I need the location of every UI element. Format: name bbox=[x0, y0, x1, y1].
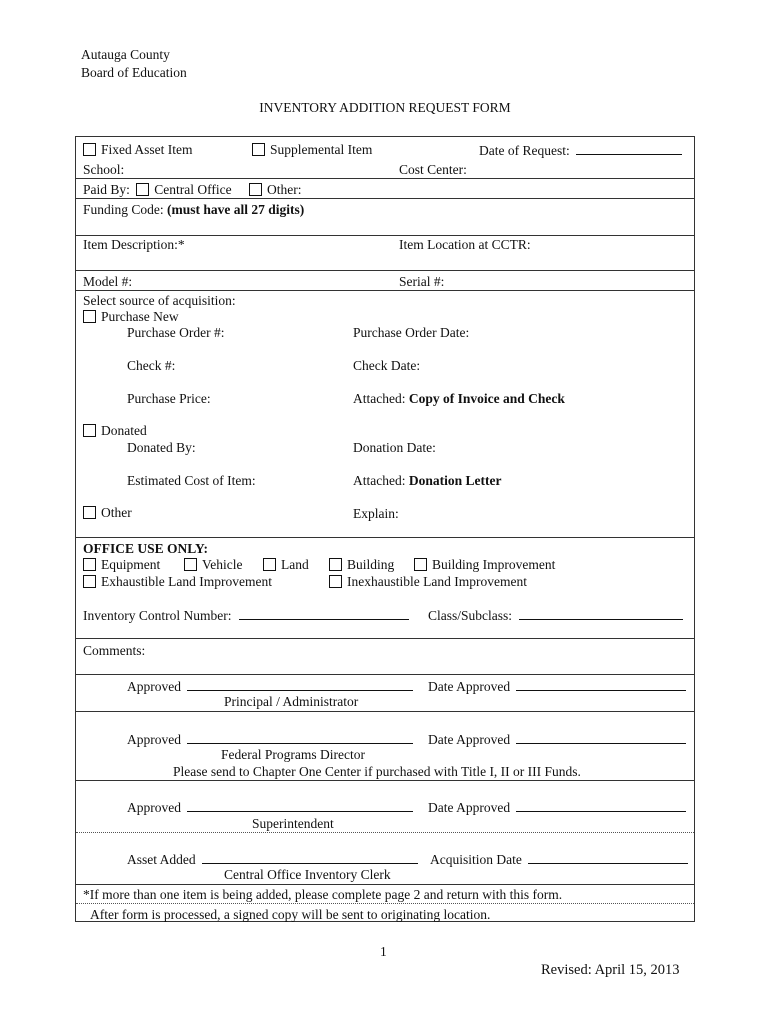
inventory-control-field[interactable]: Inventory Control Number: bbox=[83, 607, 409, 624]
office-use-heading: OFFICE USE ONLY: bbox=[83, 541, 209, 556]
divider bbox=[76, 290, 694, 291]
building-option[interactable]: Building bbox=[329, 557, 394, 573]
building-improvement-checkbox[interactable] bbox=[414, 558, 427, 571]
superintendent-date-field[interactable]: Date Approved bbox=[428, 799, 686, 816]
item-location-field[interactable]: Item Location at CCTR: bbox=[399, 237, 531, 252]
dotted-divider bbox=[76, 903, 694, 904]
donated-option[interactable]: Donated bbox=[83, 423, 147, 439]
donated-by-field[interactable]: Donated By: bbox=[127, 440, 196, 455]
acquisition-date-field[interactable]: Acquisition Date bbox=[430, 851, 688, 868]
class-subclass-blank[interactable] bbox=[519, 607, 683, 620]
divider bbox=[76, 178, 694, 179]
purchase-new-option[interactable]: Purchase New bbox=[83, 309, 179, 325]
estimated-cost-field[interactable]: Estimated Cost of Item: bbox=[127, 473, 256, 488]
attached-donation-note: Attached: Donation Letter bbox=[353, 473, 502, 488]
supplemental-checkbox[interactable] bbox=[252, 143, 265, 156]
superintendent-caption: Superintendent bbox=[252, 816, 334, 831]
other-source-option[interactable]: Other bbox=[83, 505, 132, 521]
model-field[interactable]: Model #: bbox=[83, 274, 133, 289]
principal-caption: Principal / Administrator bbox=[224, 694, 359, 709]
exhaustible-option[interactable]: Exhaustible Land Improvement bbox=[83, 574, 272, 590]
other-payer-checkbox[interactable] bbox=[249, 183, 262, 196]
multiple-items-note: *If more than one item is being added, please complete page 2 and return with this form. bbox=[83, 887, 563, 902]
donation-date-field[interactable]: Donation Date: bbox=[353, 440, 436, 455]
exhaustible-checkbox[interactable] bbox=[83, 575, 96, 588]
revision-date: Revised: April 15, 2013 bbox=[541, 962, 680, 978]
date-of-request-field[interactable]: Date of Request: bbox=[479, 142, 682, 159]
divider bbox=[76, 198, 694, 199]
land-option[interactable]: Land bbox=[263, 557, 309, 573]
principal-date-field[interactable]: Date Approved bbox=[428, 678, 686, 695]
federal-funds-note: Please send to Chapter One Center if purchased with Title I, II or III Funds. bbox=[173, 764, 581, 779]
vehicle-option[interactable]: Vehicle bbox=[184, 557, 242, 573]
supplemental-option[interactable]: Supplemental Item bbox=[252, 142, 372, 158]
inexhaustible-checkbox[interactable] bbox=[329, 575, 342, 588]
school-label: School: bbox=[83, 162, 125, 177]
building-improvement-option[interactable]: Building Improvement bbox=[414, 557, 555, 573]
paid-by-row: Paid By: Central Office Other: bbox=[83, 182, 302, 197]
principal-date-blank[interactable] bbox=[516, 678, 686, 691]
purchase-new-checkbox[interactable] bbox=[83, 310, 96, 323]
superintendent-date-blank[interactable] bbox=[516, 799, 686, 812]
federal-signature-blank[interactable] bbox=[187, 731, 413, 744]
superintendent-signature-blank[interactable] bbox=[187, 799, 413, 812]
asset-added-field[interactable]: Asset Added bbox=[127, 851, 418, 868]
serial-field[interactable]: Serial #: bbox=[399, 274, 445, 289]
divider bbox=[76, 235, 694, 236]
divider bbox=[76, 270, 694, 271]
equipment-option[interactable]: Equipment bbox=[83, 557, 160, 573]
federal-approval-field[interactable]: Approved bbox=[127, 731, 413, 748]
cost-center-label: Cost Center: bbox=[399, 162, 467, 177]
principal-signature-blank[interactable] bbox=[187, 678, 413, 691]
check-date-field[interactable]: Check Date: bbox=[353, 358, 421, 373]
divider bbox=[76, 638, 694, 639]
divider bbox=[76, 884, 694, 885]
form-body bbox=[75, 136, 695, 922]
dotted-divider bbox=[76, 832, 694, 833]
divider bbox=[76, 537, 694, 538]
item-description-field[interactable]: Item Description:* bbox=[83, 237, 185, 252]
divider bbox=[76, 780, 694, 781]
divider bbox=[76, 674, 694, 675]
inventory-clerk-caption: Central Office Inventory Clerk bbox=[224, 867, 391, 882]
building-checkbox[interactable] bbox=[329, 558, 342, 571]
org-name-line2: Board of Education bbox=[81, 65, 187, 80]
acquisition-heading: Select source of acquisition: bbox=[83, 293, 236, 308]
federal-date-field[interactable]: Date Approved bbox=[428, 731, 686, 748]
purchase-order-field[interactable]: Purchase Order #: bbox=[127, 325, 225, 340]
date-of-request-blank[interactable] bbox=[576, 142, 682, 155]
form-title: INVENTORY ADDITION REQUEST FORM bbox=[259, 100, 511, 115]
funding-code-field[interactable]: Funding Code: (must have all 27 digits) bbox=[83, 202, 305, 217]
inexhaustible-option[interactable]: Inexhaustible Land Improvement bbox=[329, 574, 527, 590]
federal-caption: Federal Programs Director bbox=[221, 747, 365, 762]
other-source-checkbox[interactable] bbox=[83, 506, 96, 519]
fixed-asset-checkbox[interactable] bbox=[83, 143, 96, 156]
vehicle-checkbox[interactable] bbox=[184, 558, 197, 571]
class-subclass-field[interactable]: Class/Subclass: bbox=[428, 607, 683, 624]
acquisition-date-blank[interactable] bbox=[528, 851, 688, 864]
superintendent-approval-field[interactable]: Approved bbox=[127, 799, 413, 816]
inventory-control-blank[interactable] bbox=[239, 607, 409, 620]
org-name-line1: Autauga County bbox=[81, 47, 170, 62]
page-number: 1 bbox=[380, 944, 387, 959]
check-number-field[interactable]: Check #: bbox=[127, 358, 176, 373]
donated-checkbox[interactable] bbox=[83, 424, 96, 437]
land-checkbox[interactable] bbox=[263, 558, 276, 571]
purchase-price-field[interactable]: Purchase Price: bbox=[127, 391, 211, 406]
federal-date-blank[interactable] bbox=[516, 731, 686, 744]
attached-invoice-note: Attached: Copy of Invoice and Check bbox=[353, 391, 565, 406]
divider bbox=[76, 711, 694, 712]
comments-field[interactable]: Comments: bbox=[83, 643, 146, 658]
purchase-order-date-field[interactable]: Purchase Order Date: bbox=[353, 325, 470, 340]
equipment-checkbox[interactable] bbox=[83, 558, 96, 571]
explain-field[interactable]: Explain: bbox=[353, 506, 399, 521]
fixed-asset-option[interactable]: Fixed Asset Item bbox=[83, 142, 193, 158]
principal-approval-field[interactable]: Approved bbox=[127, 678, 413, 695]
asset-added-blank[interactable] bbox=[202, 851, 418, 864]
central-office-checkbox[interactable] bbox=[136, 183, 149, 196]
processed-note: After form is processed, a signed copy will be sent to originating location. bbox=[90, 907, 491, 922]
